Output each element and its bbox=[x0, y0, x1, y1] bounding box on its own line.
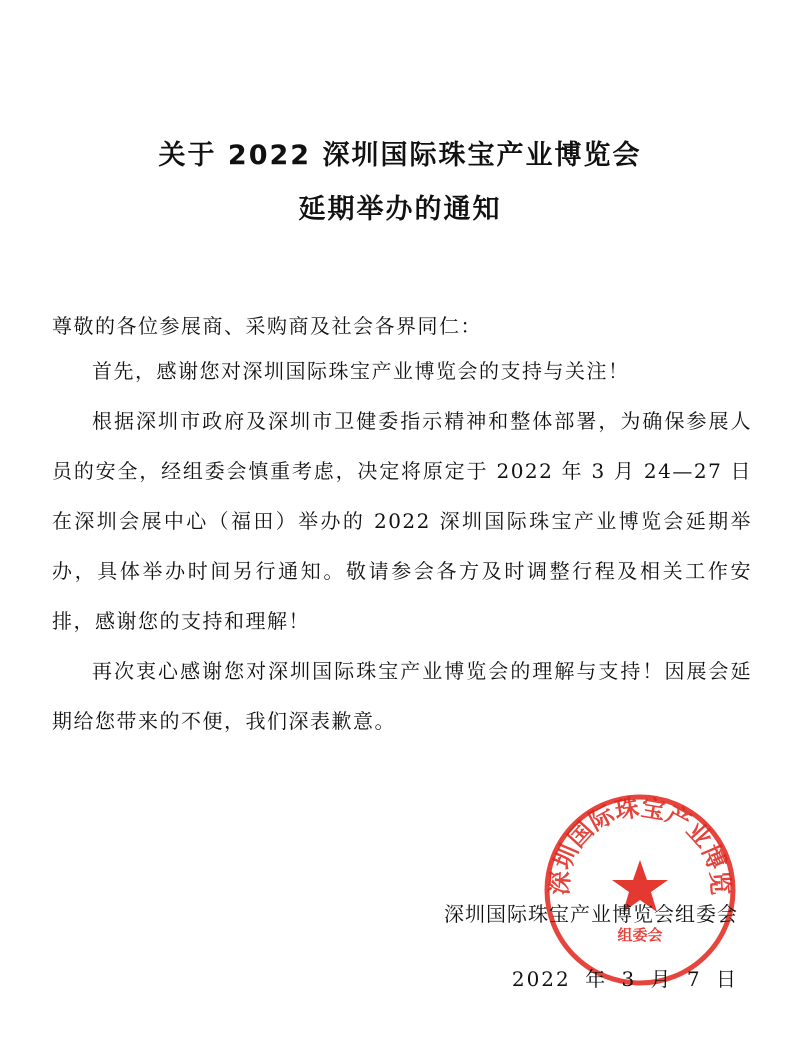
notice-title-line2: 延期举办的通知 bbox=[298, 194, 502, 225]
salutation: 尊敬的各位参展商、采购商及社会各界同仁： bbox=[52, 314, 482, 338]
issue-date: 2022 年 3 月 7 日 bbox=[511, 967, 738, 991]
official-seal bbox=[540, 790, 740, 990]
paragraph-2: 根据深圳市政府及深圳市卫健委指示精神和整体部署，为确保参展人员的安全，经组委会慎重考虑，决定将原定于 2022 年 3 月 24—27 日在深圳会展中心（福田）举办的 2022 深圳国际珠宝产业博览会延期举办，具体举办时间另行通知。敬请参会各方及时调整行程及相关工作安排，感谢您的支持和理解！ bbox=[52, 409, 752, 633]
notice-body bbox=[52, 346, 752, 746]
paragraph-1: 首先，感谢您对深圳国际珠宝产业博览会的支持与关注！ bbox=[92, 359, 630, 383]
issuer-signature: 深圳国际珠宝产业博览会组委会 bbox=[444, 902, 738, 926]
notice-title-line1: 关于 2022 深圳国际珠宝产业博览会 bbox=[158, 140, 642, 171]
seal-bottom-text: 组委会 bbox=[617, 926, 663, 944]
seal-ring-text: 深圳国际珠宝产业博览 bbox=[545, 793, 735, 896]
paragraph-3: 再次衷心感谢您对深圳国际珠宝产业博览会的理解与支持！因展会延期给您带来的不便，我们深表歉意。 bbox=[52, 659, 752, 733]
